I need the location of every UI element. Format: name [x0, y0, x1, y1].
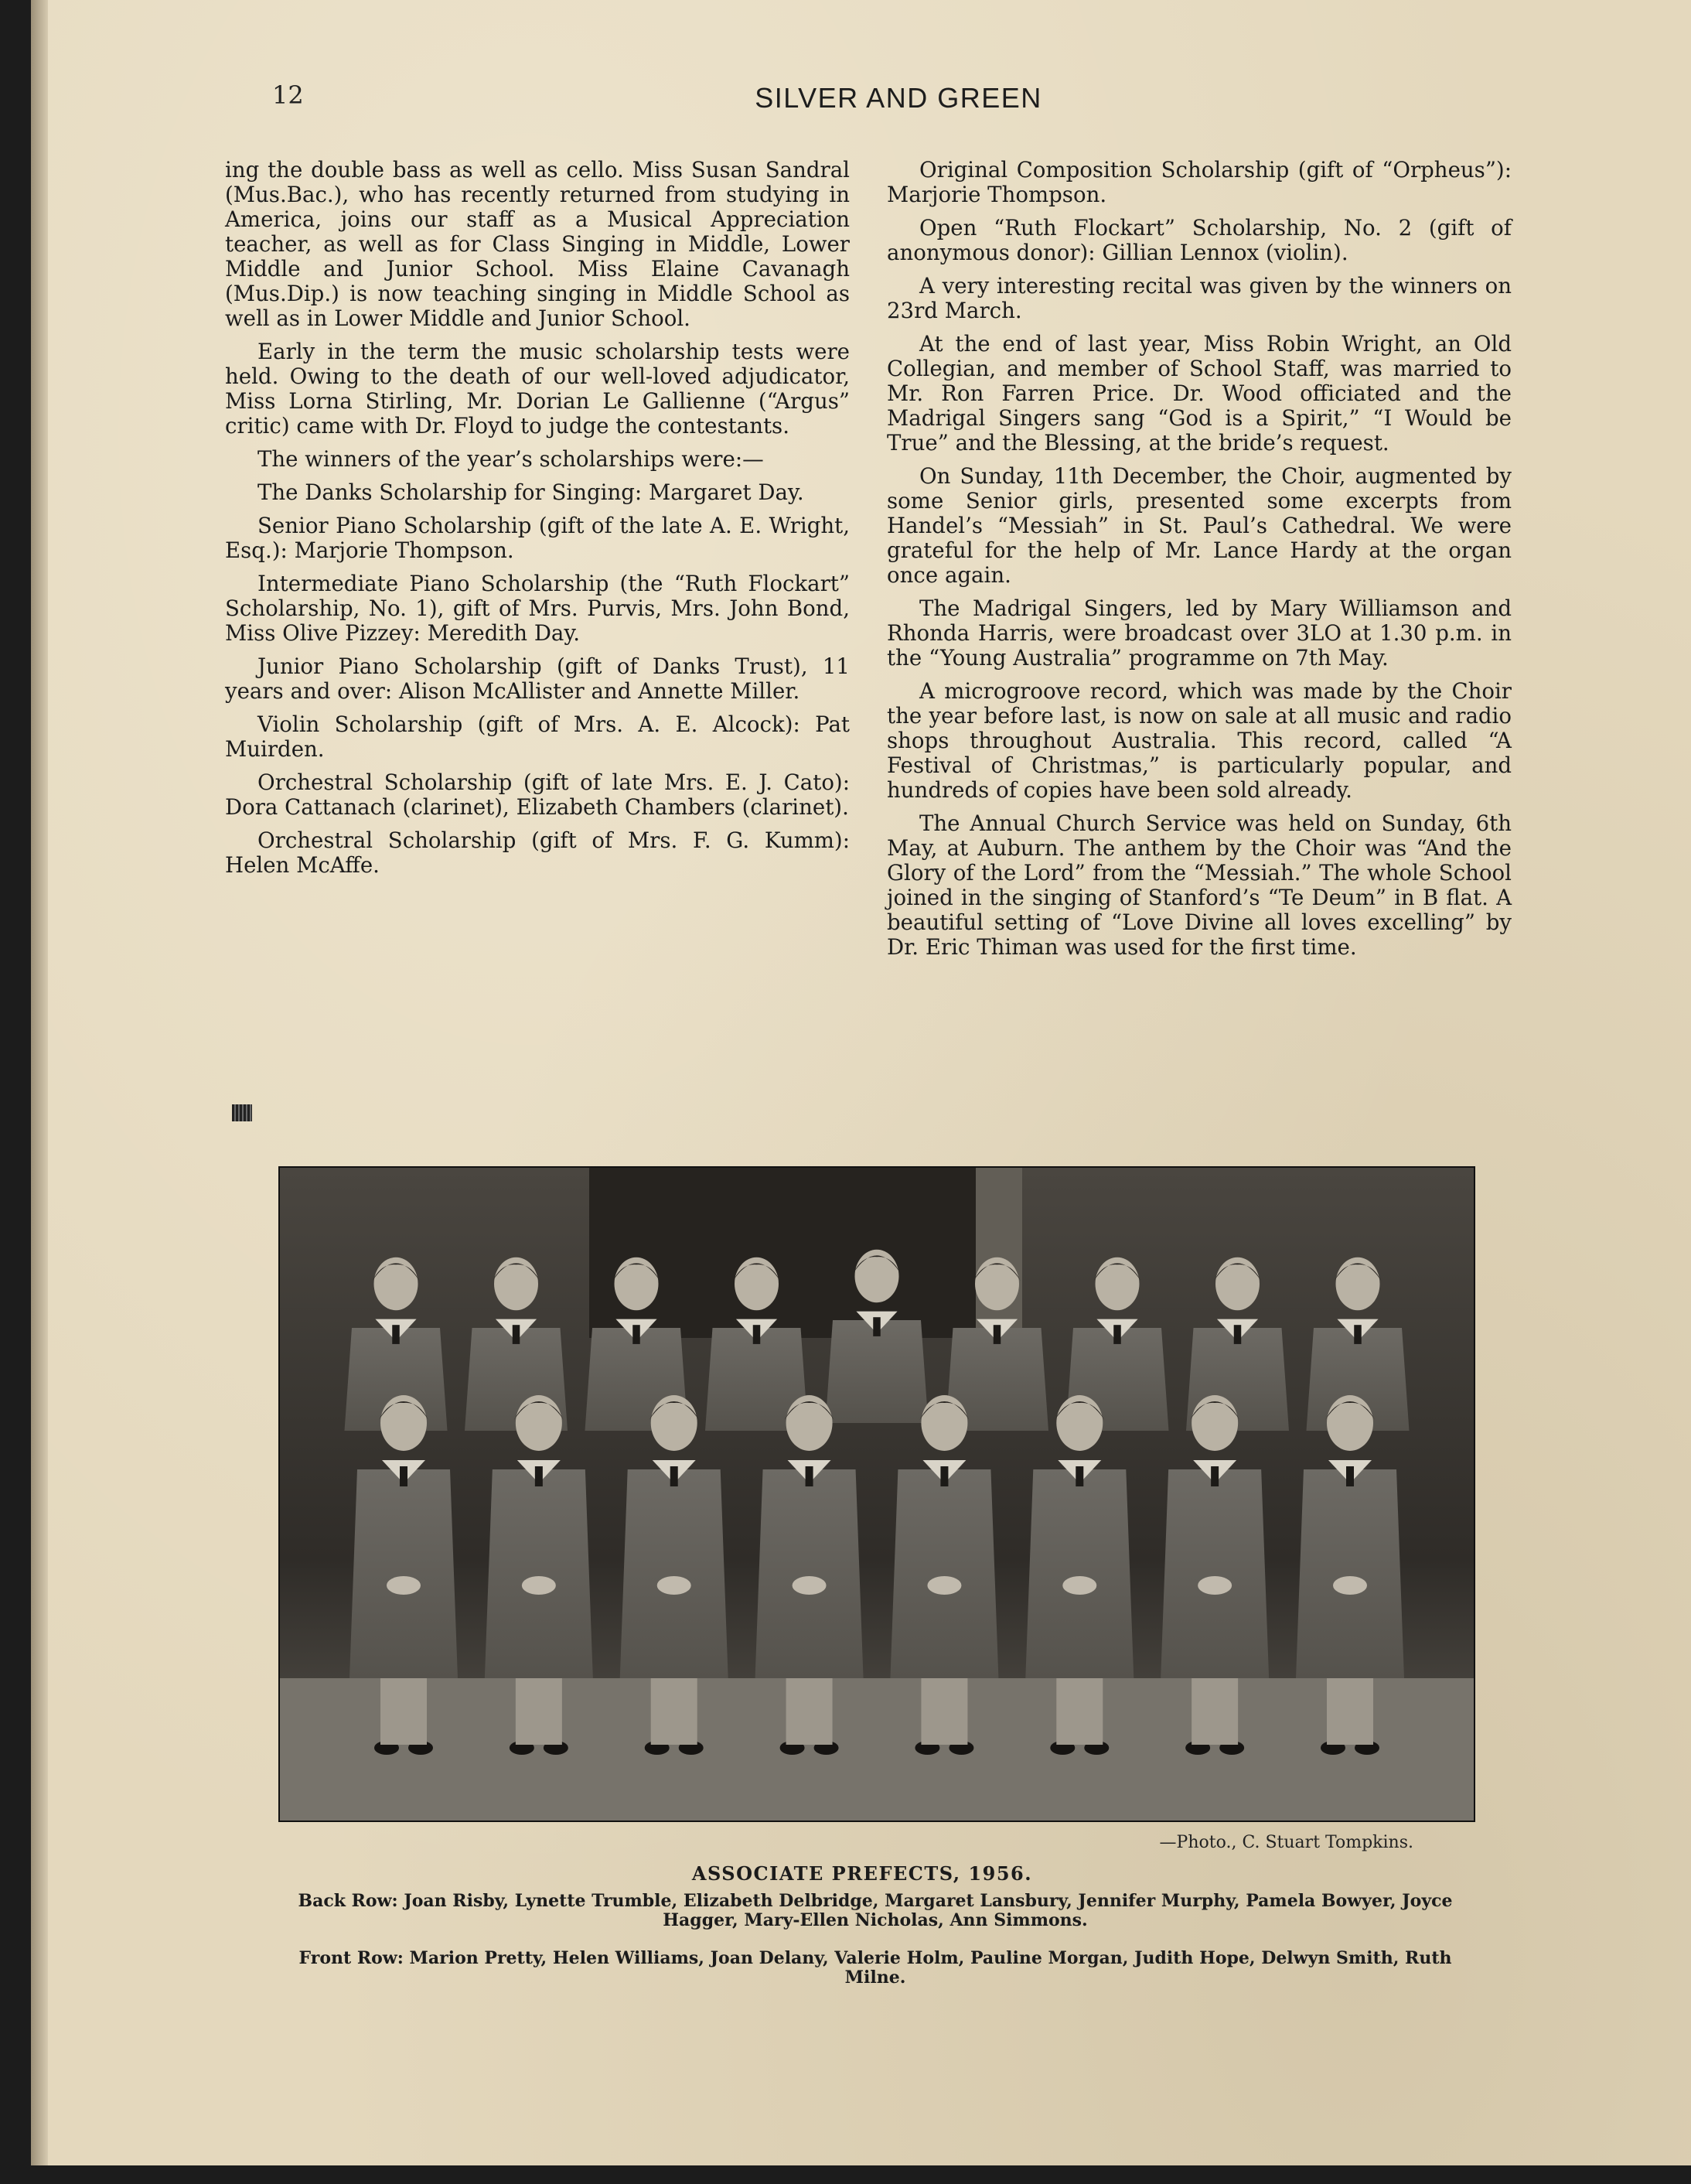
legs	[380, 1678, 427, 1745]
ground	[280, 1678, 1474, 1821]
hands	[522, 1576, 556, 1595]
legs	[1056, 1678, 1103, 1745]
page-number: 12	[272, 80, 304, 110]
paragraph: Intermediate Piano Scholarship (the “Ruth Flockart” Scholarship, No. 1), gift of Mrs. Purvis, Mrs. John Bond, Miss Olive Pizzey: Meredith Day.	[225, 571, 850, 646]
tunic	[890, 1469, 998, 1678]
tie	[994, 1325, 1001, 1344]
caption-title: ASSOCIATE PREFECTS, 1956.	[691, 1862, 1033, 1885]
paragraph: The Danks Scholarship for Singing: Margaret Day.	[257, 479, 804, 505]
face	[1215, 1258, 1260, 1310]
hands	[1198, 1576, 1232, 1595]
hands	[1062, 1576, 1096, 1595]
right-column	[887, 158, 1512, 968]
tie	[873, 1317, 881, 1336]
face	[1056, 1395, 1103, 1451]
legs	[516, 1678, 562, 1745]
tie	[753, 1325, 761, 1344]
tunic	[1025, 1469, 1134, 1678]
tie	[513, 1325, 520, 1344]
face	[855, 1250, 899, 1302]
paragraph: Open “Ruth Flockart” Scholarship, No. 2 (gift of anonymous donor): Gillian Lennox (violin).	[887, 215, 1512, 265]
face	[921, 1395, 967, 1451]
running-title: SILVER AND GREEN	[755, 82, 1042, 114]
hands	[657, 1576, 691, 1595]
photo-illustration	[280, 1168, 1474, 1821]
group-photograph	[278, 1166, 1475, 1822]
tie	[400, 1466, 407, 1486]
face	[494, 1258, 538, 1310]
tunic	[1296, 1469, 1404, 1678]
print-mark-ornament	[232, 1104, 252, 1121]
tie	[632, 1325, 640, 1344]
paragraph: Orchestral Scholarship (gift of Mrs. F. G. Kumm): Helen McAffe.	[225, 828, 850, 878]
doorway	[589, 1168, 1022, 1338]
back-row-label: Back Row:	[298, 1891, 398, 1911]
tie	[1354, 1325, 1362, 1344]
tie	[1113, 1325, 1121, 1344]
tie	[535, 1466, 543, 1486]
paragraph: The winners of the year’s scholarships were:—	[257, 446, 764, 472]
tie	[1211, 1466, 1219, 1486]
tie	[806, 1466, 813, 1486]
face	[975, 1258, 1019, 1310]
magazine-page	[31, 0, 1691, 2165]
tie	[392, 1325, 400, 1344]
front-row-names: Marion Pretty, Helen Williams, Joan Delany, Valerie Holm, Pauline Morgan, Judith Hope, Delwyn Smith, Ruth Milne.	[409, 1948, 1452, 1988]
face	[735, 1258, 779, 1310]
legs	[1327, 1678, 1373, 1745]
legs	[921, 1678, 967, 1745]
paragraph: On Sunday, 11th December, the Choir, augmented by some Senior girls, presented some excerpts from Handel’s “Messiah” in St. Paul’s Cathedral. We were grateful for the help of Mr. Lance Hardy at the organ once again.	[887, 463, 1512, 588]
hands	[387, 1576, 421, 1595]
tunic	[349, 1469, 458, 1678]
paragraph: A microgroove record, which was made by the Choir the year before last, is now on sale at all music and radio shops throughout Australia. This record, called “A Festival of Christmas,” is particularly popular, and hundreds of copies have been sold already.	[887, 678, 1512, 803]
face	[380, 1395, 427, 1451]
tunic	[1161, 1469, 1269, 1678]
tie	[1234, 1325, 1242, 1344]
tunic	[755, 1469, 864, 1678]
left-column	[225, 158, 850, 886]
tie	[1346, 1466, 1354, 1486]
tie	[670, 1466, 678, 1486]
face	[374, 1258, 418, 1310]
legs	[786, 1678, 833, 1745]
paragraph: A very interesting recital was given by the winners on 23rd March.	[887, 273, 1512, 323]
legs	[651, 1678, 697, 1745]
face	[1336, 1258, 1380, 1310]
face	[1096, 1258, 1140, 1310]
paragraph: Violin Scholarship (gift of Mrs. A. E. Alcock): Pat Muirden.	[225, 712, 850, 762]
paragraph: Early in the term the music scholarship tests were held. Owing to the death of our well-loved adjudicator, Miss Lorna Stirling, Mr. Dorian Le Gallienne (“Argus” critic) came with Dr. Floyd to judge the contestants.	[225, 339, 850, 439]
caption-back-row	[272, 1892, 1478, 1930]
photo-credit: —Photo., C. Stuart Tompkins.	[1159, 1833, 1413, 1852]
paragraph: The Annual Church Service was held on Sunday, 6th May, at Auburn. The anthem by the Choir was “And the Glory of the Lord” from the “Messiah.” The whole School joined in the singing of Stanford’s “Te Deum” in B flat. A beautiful setting of “Love Divine all loves excelling” by Dr. Eric Thiman was used for the first time.	[887, 810, 1512, 960]
back-row-names: Joan Risby, Lynette Trumble, Elizabeth Delbridge, Margaret Lansbury, Jennifer Murphy, Pamela Bowyer, Joyce Hagger, Mary-Ellen Nicholas, Ann Simmons.	[404, 1891, 1453, 1930]
tie	[1076, 1466, 1083, 1486]
face	[786, 1395, 833, 1451]
face	[516, 1395, 562, 1451]
paragraph: At the end of last year, Miss Robin Wright, an Old Collegian, and member of School Staff, was married to Mr. Ron Farren Price. Dr. Wood officiated and the Madrigal Singers sang “God is a Spirit,” “I Would be True” and the Blessing, at the bride’s request.	[887, 331, 1512, 456]
hands	[1333, 1576, 1367, 1595]
face	[651, 1395, 697, 1451]
legs	[1192, 1678, 1238, 1745]
tunic	[620, 1469, 728, 1678]
face	[1192, 1395, 1238, 1451]
tunic	[485, 1469, 593, 1678]
paragraph: Senior Piano Scholarship (gift of the late A. E. Wright, Esq.): Marjorie Thompson.	[225, 513, 850, 563]
face	[615, 1258, 659, 1310]
paragraph: ing the double bass as well as cello. Miss Susan Sandral (Mus.Bac.), who has recently returned from studying in America, joins our staff as a Musical Appreciation teacher, as well as for Class Singing in Middle, Lower Middle and Junior School. Miss Elaine Cavanagh (Mus.Dip.) is now teaching singing in Middle School as well as in Lower Middle and Junior School.	[225, 157, 850, 331]
page-spine-shadow	[31, 0, 48, 2165]
tie	[940, 1466, 948, 1486]
paragraph: Junior Piano Scholarship (gift of Danks Trust), 11 years and over: Alison McAllister and Annette Miller.	[225, 653, 850, 704]
front-row-label: Front Row:	[298, 1948, 404, 1968]
paragraph: The Madrigal Singers, led by Mary Williamson and Rhonda Harris, were broadcast over 3LO at 1.30 p.m. in the “Young Australia” programme on 7th May.	[887, 595, 1512, 671]
hands	[927, 1576, 961, 1595]
hands	[793, 1576, 827, 1595]
face	[1327, 1395, 1373, 1451]
paragraph: Original Composition Scholarship (gift of “Orpheus”): Marjorie Thompson.	[887, 157, 1512, 207]
caption-front-row	[272, 1949, 1478, 1988]
back-row-figures	[345, 1250, 1410, 1431]
paragraph: Orchestral Scholarship (gift of late Mrs. E. J. Cato): Dora Cattanach (clarinet), Elizabeth Chambers (clarinet).	[225, 770, 850, 820]
